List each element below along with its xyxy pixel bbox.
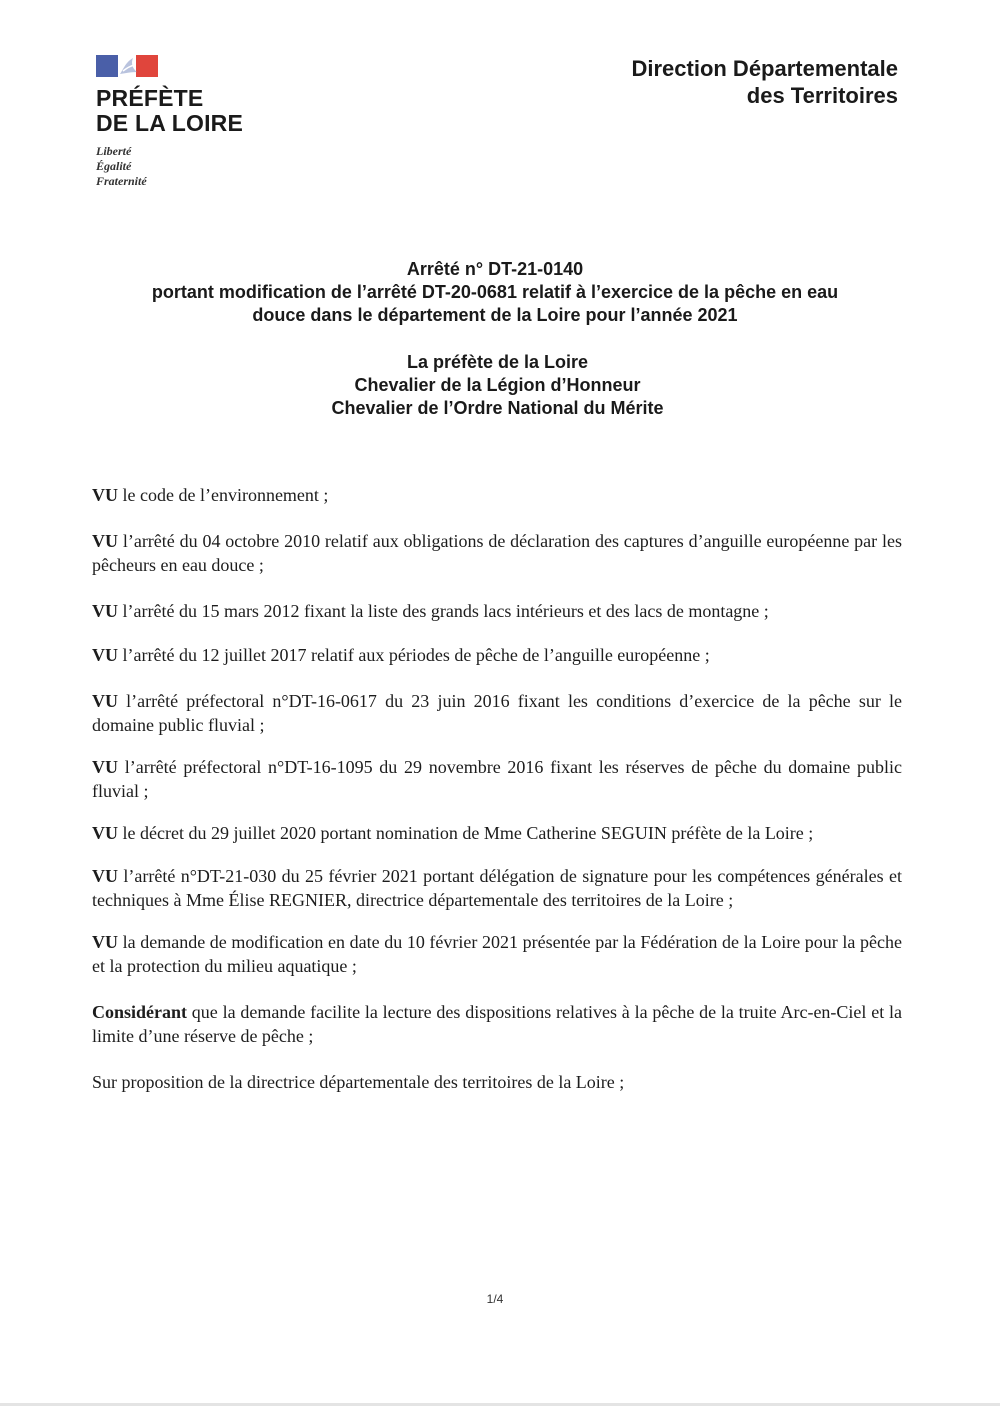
motto-egalite: Égalité <box>96 159 132 173</box>
direction-line-2: des Territoires <box>746 83 898 108</box>
authority-line-3: Chevalier de l’Ordre National du Mérite <box>331 398 664 418</box>
visa-paragraph: VU le code de l’environnement ; <box>92 485 329 505</box>
visa-paragraph: VU l’arrêté du 12 juillet 2017 relatif aux périodes de pêche de l’anguille européenne ; <box>92 645 710 665</box>
visa-paragraph: VU l’arrêté du 15 mars 2012 fixant la liste des grands lacs intérieurs et des lacs de montagne ; <box>92 601 769 621</box>
motto-liberte: Liberté <box>96 144 132 158</box>
prefecture-logo <box>96 54 296 189</box>
decree-body <box>92 483 902 1094</box>
authority-block <box>60 351 935 420</box>
visa-paragraph: VU l’arrêté du 04 octobre 2010 relatif aux obligations de déclaration des captures d’anguille européenne par les pêcheurs en eau douce ; <box>92 531 902 575</box>
direction-line-1: Direction Départementale <box>631 56 898 81</box>
issuing-direction <box>631 55 898 109</box>
prefecture-name-line-2: DE LA LOIRE <box>96 110 244 136</box>
visa-paragraph: VU l’arrêté préfectoral n°DT-16-1095 du 29 novembre 2016 fixant les réserves de pêche du domaine public fluvial ; <box>92 757 902 801</box>
marianne-flag-svg <box>96 54 158 78</box>
motto-fraternite: Fraternité <box>96 174 147 188</box>
prefecture-name-line-1: PRÉFÈTE <box>96 85 204 111</box>
authority-line-2: Chevalier de la Légion d’Honneur <box>354 375 641 395</box>
scan-edge-divider <box>0 1403 1000 1406</box>
decree-number: Arrêté n° DT-21-0140 <box>406 259 584 279</box>
decree-subject-line-2: douce dans le département de la Loire pour l’année 2021 <box>252 305 738 325</box>
decree-title <box>60 258 930 327</box>
marianne-flag-icon <box>96 54 158 78</box>
decree-subject-line-1: portant modification de l’arrêté DT-20-0681 relatif à l’exercice de la pêche en eau <box>151 282 839 302</box>
visa-paragraph: VU la demande de modification en date du 10 février 2021 présentée par la Fédération de la Loire pour la pêche et la protection du milieu aquatique ; <box>92 932 902 976</box>
prefecture-name <box>96 86 296 136</box>
visa-paragraph: VU le décret du 29 juillet 2020 portant nomination de Mme Catherine SEGUIN préfète de la Loire ; <box>92 823 814 843</box>
considerant-paragraph: Considérant que la demande facilite la lecture des dispositions relatives à la pêche de la truite Arc-en-Ciel et la limite d’une réserve de pêche ; <box>92 1002 902 1046</box>
visa-paragraph: VU l’arrêté préfectoral n°DT-16-0617 du 23 juin 2016 fixant les conditions d’exercice de la pêche sur le domaine public fluvial ; <box>92 691 902 735</box>
authority-line-1: La préfète de la Loire <box>406 352 589 372</box>
visa-paragraph: VU l’arrêté n°DT-21-030 du 25 février 2021 portant délégation de signature pour les compétences générales et techniques à Mme Élise REGNIER, directrice départementale des territoires de la Loire ; <box>92 866 902 910</box>
page-number: 1/4 <box>486 1292 504 1306</box>
proposal-paragraph: Sur proposition de la directrice départementale des territoires de la Loire ; <box>92 1072 625 1092</box>
republic-motto <box>96 144 296 189</box>
